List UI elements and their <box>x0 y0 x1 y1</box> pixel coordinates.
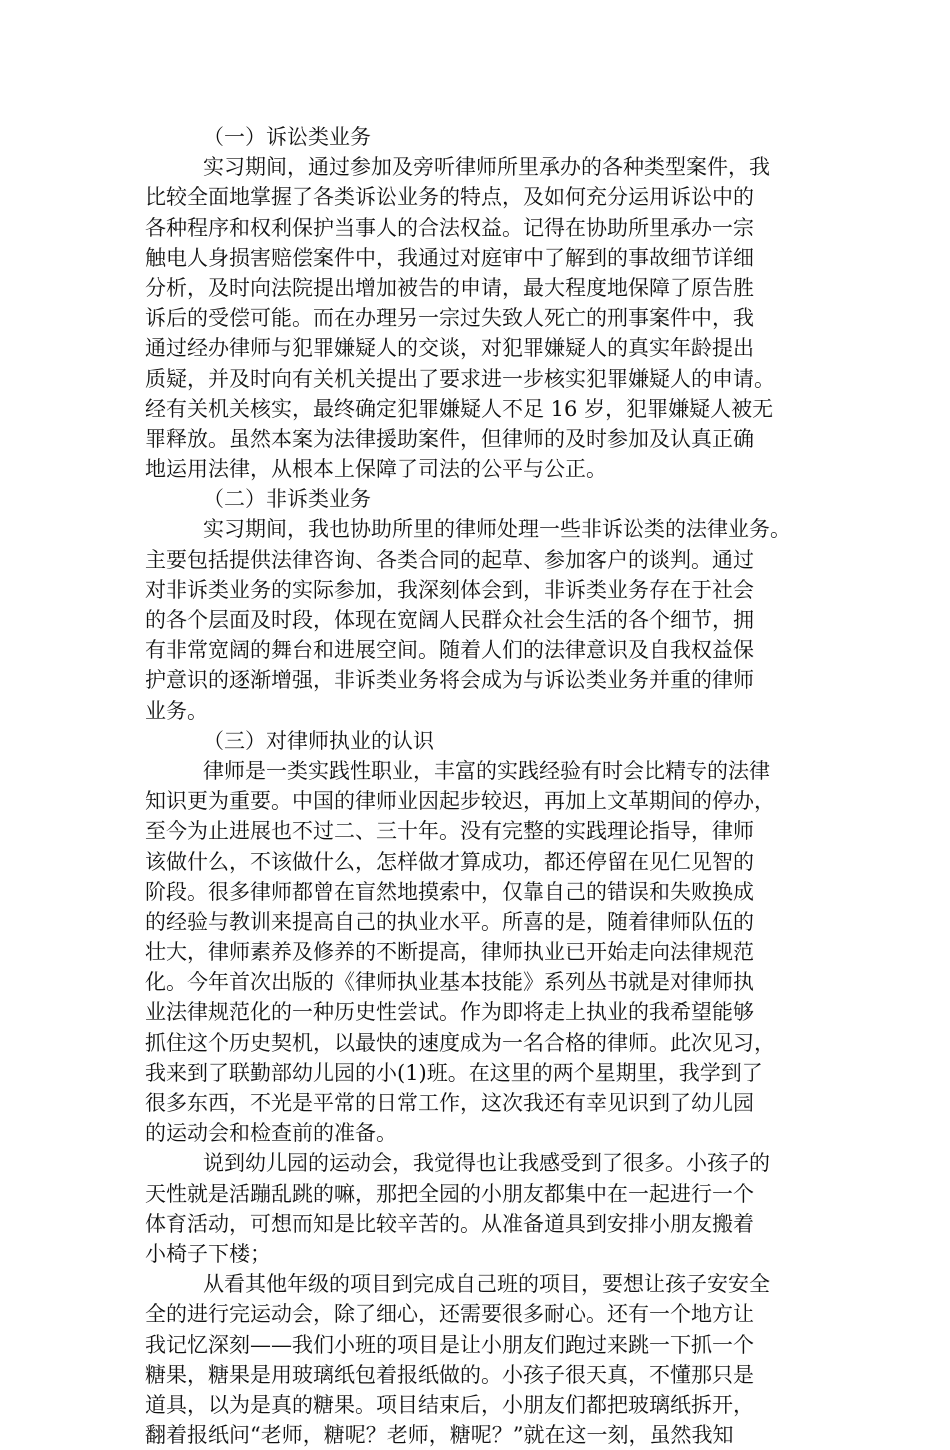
text-line: 道具，以为是真的糖果。项目结束后，小朋友们都把玻璃纸拆开， <box>145 1392 754 1417</box>
text-line: 天性就是活蹦乱跳的嘛，那把全园的小朋友都集中在一起进行一个 <box>145 1181 754 1206</box>
section-heading: （三）对律师执业的认识 <box>203 728 434 753</box>
text-line: 各种程序和权利保护当事人的合法权益。记得在协助所里承办一宗 <box>145 215 754 240</box>
text-line: 从看其他年级的项目到完成自己班的项目，要想让孩子安安全 <box>203 1272 770 1297</box>
text-line: 诉后的受偿可能。而在办理另一宗过失致人死亡的刑事案件中，我 <box>145 306 754 331</box>
text-line: 我记忆深刻——我们小班的项目是让小朋友们跑过来跳一下抓一个 <box>145 1332 754 1357</box>
text-line: 体育活动，可想而知是比较辛苦的。从准备道具到安排小朋友搬着 <box>145 1211 754 1236</box>
text-line: 知识更为重要。中国的律师业因起步较迟，再加上文革期间的停办， <box>145 789 775 814</box>
text-line: 翻着报纸问“老师，糖呢？老师，糖呢？”就在这一刻，虽然我知 <box>145 1423 734 1448</box>
text-line: 壮大，律师素养及修养的不断提高，律师执业已开始走向法律规范 <box>145 940 754 965</box>
section-heading: （二）非诉类业务 <box>203 487 371 512</box>
document-body <box>145 122 813 1450</box>
text-line: 对非诉类业务的实际参加，我深刻体会到，非诉类业务存在于社会 <box>145 577 754 602</box>
text-line: 质疑，并及时向有关机关提出了要求进一步核实犯罪嫌疑人的申请。 <box>145 366 775 391</box>
text-line: 的各个层面及时段，体现在宽阔人民群众社会生活的各个细节，拥 <box>145 608 754 632</box>
text-line: 实习期间，通过参加及旁听律师所里承办的各种类型案件，我 <box>203 155 770 180</box>
text-line: 化。今年首次出版的《律师执业基本技能》系列丛书就是对律师执 <box>145 970 754 995</box>
text-line: 抓住这个历史契机，以最快的速度成为一名合格的律师。此次见习， <box>145 1030 775 1055</box>
text-line: 的经验与教训来提高自己的执业水平。所喜的是，随着律师队伍的 <box>145 909 754 934</box>
text-line: 触电人身损害赔偿案件中，我通过对庭审中了解到的事故细节详细 <box>145 245 754 270</box>
text-line: 阶段。很多律师都曾在盲然地摸索中，仅靠自己的错误和失败换成 <box>145 879 754 904</box>
text-line: 护意识的逐渐增强，非诉类业务将会成为与诉讼类业务并重的律师 <box>145 668 754 693</box>
text-line: 经有关机关核实，最终确定犯罪嫌疑人不足 16 岁，犯罪嫌疑人被无 <box>145 396 774 421</box>
text-line: 业务。 <box>145 698 208 723</box>
text-line: 地运用法律，从根本上保障了司法的公平与公正。 <box>145 457 607 482</box>
text-line: 说到幼儿园的运动会，我觉得也让我感受到了很多。小孩子的 <box>203 1151 770 1176</box>
section-heading: （一）诉讼类业务 <box>203 125 371 149</box>
text-line: 实习期间，我也协助所里的律师处理一些非诉讼类的法律业务。 <box>203 517 791 542</box>
text-line: 全的进行完运动会，除了细心，还需要很多耐心。还有一个地方让 <box>145 1302 754 1327</box>
text-line: 比较全面地掌握了各类诉讼业务的特点，及如何充分运用诉讼中的 <box>145 185 754 210</box>
text-line: 小椅子下楼； <box>145 1241 271 1266</box>
text-line: 很多东西，不光是平常的日常工作，这次我还有幸见识到了幼儿园 <box>145 1091 754 1115</box>
text-line: 分析，及时向法院提出增加被告的申请，最大程度地保障了原告胜 <box>145 275 754 300</box>
text-line: 通过经办律师与犯罪嫌疑人的交谈，对犯罪嫌疑人的真实年龄提出 <box>145 336 754 361</box>
text-line: 业法律规范化的一种历史性尝试。作为即将走上执业的我希望能够 <box>145 1000 754 1025</box>
text-line: 糖果，糖果是用玻璃纸包着报纸做的。小孩子很天真，不懂那只是 <box>145 1362 754 1387</box>
text-line: 我来到了联勤部幼儿园的小(1)班。在这里的两个星期里，我学到了 <box>145 1060 763 1085</box>
text-line: 律师是一类实践性职业，丰富的实践经验有时会比精专的法律 <box>203 758 770 783</box>
text-line: 主要包括提供法律咨询、各类合同的起草、参加客户的谈判。通过 <box>145 547 754 572</box>
text-line: 该做什么，不该做什么，怎样做才算成功，都还停留在见仁见智的 <box>145 849 754 874</box>
text-line: 至今为止进展也不过二、三十年。没有完整的实践理论指导，律师 <box>145 819 754 844</box>
text-line: 罪释放。虽然本案为法律援助案件，但律师的及时参加及认真正确 <box>145 426 754 451</box>
text-line: 有非常宽阔的舞台和进展空间。随着人们的法律意识及自我权益保 <box>145 638 754 663</box>
text-line: 的运动会和检查前的准备。 <box>145 1121 397 1146</box>
